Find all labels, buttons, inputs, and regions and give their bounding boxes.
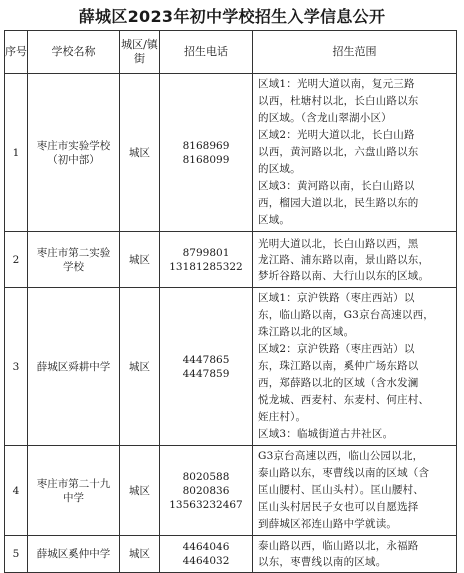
header-row xyxy=(5,31,457,74)
phone-number: 8168969 xyxy=(182,139,230,152)
district: 城区 xyxy=(120,232,160,288)
range-line: 的区域。（含龙山翠湖小区） xyxy=(258,112,392,124)
range-line: 的区域。 xyxy=(258,163,301,175)
range-line: 区域。 xyxy=(258,214,291,226)
phone-number: 4447859 xyxy=(182,367,230,380)
phone-number: 13181285322 xyxy=(169,260,243,273)
row-no: 2 xyxy=(5,232,28,288)
table-row xyxy=(5,536,457,573)
range-cell xyxy=(253,288,457,446)
district: 城区 xyxy=(120,446,160,536)
header-school: 学校名称 xyxy=(28,31,120,74)
phone-number: 4464046 xyxy=(182,541,230,553)
range-line: 匡山头村居民子女也可以自愿选择 xyxy=(258,501,419,513)
school-name: 枣庄市第二实验学校 xyxy=(28,232,120,288)
row-no: 1 xyxy=(5,74,28,232)
phone-cell xyxy=(160,288,253,446)
phone-cell xyxy=(160,74,253,232)
range-line: 泰山路以西，临山路以北，永福路 xyxy=(258,540,419,552)
range-line: 悦龙城、西麦村、东麦村、何庄村、 xyxy=(258,394,430,406)
range-line: 东，珠江路以南，奚仲广场东路以 xyxy=(258,360,419,372)
range-cell xyxy=(253,536,457,573)
range-line: 区域3：黄河路以南，长白山路以 xyxy=(258,180,415,192)
range-line: 区域3：临城街道古井社区。 xyxy=(258,428,394,440)
phone-number: 8168099 xyxy=(182,153,230,166)
district: 城区 xyxy=(120,74,160,232)
range-line: 珠江路以北的区域。 xyxy=(258,326,355,338)
district: 城区 xyxy=(120,288,160,446)
range-line: 西，榴园大道以北，民生路以东的 xyxy=(258,197,419,209)
range-line: 到薛城区祁连山路中学就读。 xyxy=(258,518,398,530)
range-line: 区域2：光明大道以北，长白山路 xyxy=(258,129,415,141)
range-line: 区域2：京沪铁路（枣庄西站）以 xyxy=(258,343,415,355)
row-no: 4 xyxy=(5,446,28,536)
phone-number: 4447865 xyxy=(182,353,230,366)
school-name: 薛城区奚仲中学 xyxy=(28,536,120,573)
header-range: 招生范围 xyxy=(253,31,457,74)
admission-table xyxy=(4,30,457,573)
phone-number: 13563232467 xyxy=(169,498,243,511)
range-line: 龙江路、浦东路以南，景山路以东， xyxy=(258,253,430,266)
header-no: 序号 xyxy=(5,31,28,74)
row-no: 5 xyxy=(5,536,28,573)
range-line: 匡山腰村、匡山头村）。匡山腰村、 xyxy=(258,484,424,496)
table-row xyxy=(5,446,457,536)
range-line: 光明大道以北，长白山路以西，黑 xyxy=(258,237,419,250)
range-line: 区域1：光明大道以南，复元三路 xyxy=(258,78,415,90)
row-no: 3 xyxy=(5,288,28,446)
phone-number: 4464032 xyxy=(182,555,230,567)
range-line: G3京台高速以西，临山公园以北， xyxy=(258,450,424,462)
range-cell xyxy=(253,232,457,288)
phone-number: 8020588 xyxy=(182,470,230,483)
table-row xyxy=(5,232,457,288)
range-line: 以西，黄河路以北，六盘山路以东 xyxy=(258,146,419,158)
school-name: 枣庄市实验学校（初中部） xyxy=(28,74,120,232)
phone-cell xyxy=(160,446,253,536)
school-name: 枣庄市第二十九中学 xyxy=(28,446,120,536)
table-row xyxy=(5,288,457,446)
range-line: 以西，杜塘村以北，长白山路以东 xyxy=(258,95,419,107)
range-line: 泰山路以东，枣曹线以南的区域（含 xyxy=(258,467,430,479)
range-line: 区域1：京沪铁路（枣庄西站）以 xyxy=(258,292,415,304)
range-line: 以东，枣曹线以南的区域。 xyxy=(258,556,387,568)
phone-number: 8020836 xyxy=(182,484,230,497)
phone-number: 8799801 xyxy=(182,246,230,259)
table-row xyxy=(5,74,457,232)
range-line: 东，临山路以南，G3京台高速以西， xyxy=(258,309,434,321)
header-phone: 招生电话 xyxy=(160,31,253,74)
page-title: 薛城区2023年初中学校招生入学信息公开 xyxy=(78,7,386,26)
range-line: 西，郑薛路以北的区域（含水发澜 xyxy=(258,377,419,389)
header-district: 城区/镇街 xyxy=(120,31,160,74)
range-cell xyxy=(253,446,457,536)
range-line: 梦圻谷路以南、大行山以东的区域。 xyxy=(258,269,430,282)
range-line: 姪庄村）。 xyxy=(258,411,307,423)
phone-cell xyxy=(160,232,253,288)
district: 城区 xyxy=(120,536,160,573)
school-name: 薛城区舜耕中学 xyxy=(28,288,120,446)
phone-cell xyxy=(160,536,253,573)
range-cell xyxy=(253,74,457,232)
